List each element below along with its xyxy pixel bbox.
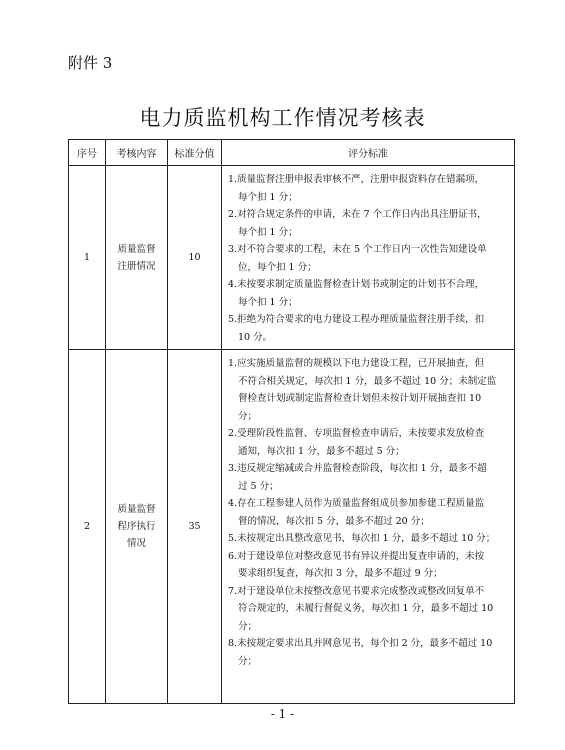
row-criteria [222, 166, 515, 350]
row-content [106, 350, 168, 704]
table-row [69, 166, 515, 350]
content-line: 质量监督 [117, 243, 156, 255]
row-number: 2 [69, 350, 106, 704]
criteria-item: 3.违反规定缩减或合并监督检查阶段，每次扣 1 分，最多不超 过 5 分； [228, 463, 487, 492]
table-row [69, 350, 515, 704]
criteria-item: 2.受理阶段性监督、专项监督检查申请后，未按要求发放检查 通知，每次扣 1 分，最多不超过 5 分； [228, 428, 485, 457]
criteria-item: 7.对于建设单位未按整改意见书要求完成整改或整改回复单不 符合规定的，未履行督促义务，每次扣 1 分，最多不超过 10 分； [228, 585, 494, 632]
page-title: 电力质监机构工作情况考核表 [139, 106, 426, 130]
header-no: 序号 [69, 140, 106, 166]
content-line: 注册情况 [117, 260, 156, 272]
header-content: 考核内容 [106, 140, 168, 166]
criteria-item: 2.对符合规定条件的申请，未在 7 个工作日内出具注册证书， 每个扣 1 分； [228, 209, 487, 238]
row-number: 1 [69, 166, 106, 350]
criteria-item: 1.应实施质量监督的规模以下电力建设工程，已开展抽查，但 不符合相关规定，每次扣 1 分，最多不超过 10 分；未制定监 督检查计划或制定监督检查计划但未按计划开展抽查扣 10 分； [228, 358, 497, 422]
criteria-item: 3.对不符合要求的工程，未在 5 个工作日内一次性告知建设单 位，每个扣 1 分； [228, 244, 487, 273]
row-criteria [222, 350, 515, 704]
criteria-item: 6.对于建设单位对整改意见书有异议并提出复查申请的，未按 要求组织复查，每次扣 3 分，最多不超过 9 分； [228, 550, 485, 579]
header-criteria: 评分标准 [222, 140, 515, 166]
attachment-label: 附件 3 [68, 54, 113, 72]
criteria-item: 4.存在工程参建人员作为质量监督组成员参加参建工程质量监 督的情况，每次扣 5 分，最多不超过 20 分； [228, 498, 485, 527]
criteria-item: 8.未按规定要求出具并网意见书，每个扣 2 分，最多不超过 10 分； [228, 638, 493, 667]
assessment-table [68, 139, 515, 704]
row-score: 35 [168, 350, 222, 704]
table-header-row [69, 140, 515, 166]
row-content [106, 166, 168, 350]
header-score: 标准分值 [168, 140, 222, 166]
criteria-item: 1.质量监督注册申报表审核不严，注册申报资料存在错漏项， 每个扣 1 分； [228, 174, 485, 203]
criteria-item: 5.未按规定出具整改意见书，每次扣 1 分，最多不超过 10 分； [228, 533, 496, 544]
content-line: 程序执行 [117, 521, 156, 532]
criteria-item: 5.拒绝为符合要求的电力建设工程办理质量监督注册手续，扣 10 分。 [228, 314, 485, 343]
content-line: 质量监督 [117, 504, 156, 515]
page-number: - 1 - [270, 707, 295, 721]
row-score: 10 [168, 166, 222, 350]
criteria-item: 4.未按要求制定质量监督检查计划书或制定的计划书不合理， 每个扣 1 分； [228, 279, 485, 308]
content-line: 情况 [126, 538, 146, 549]
